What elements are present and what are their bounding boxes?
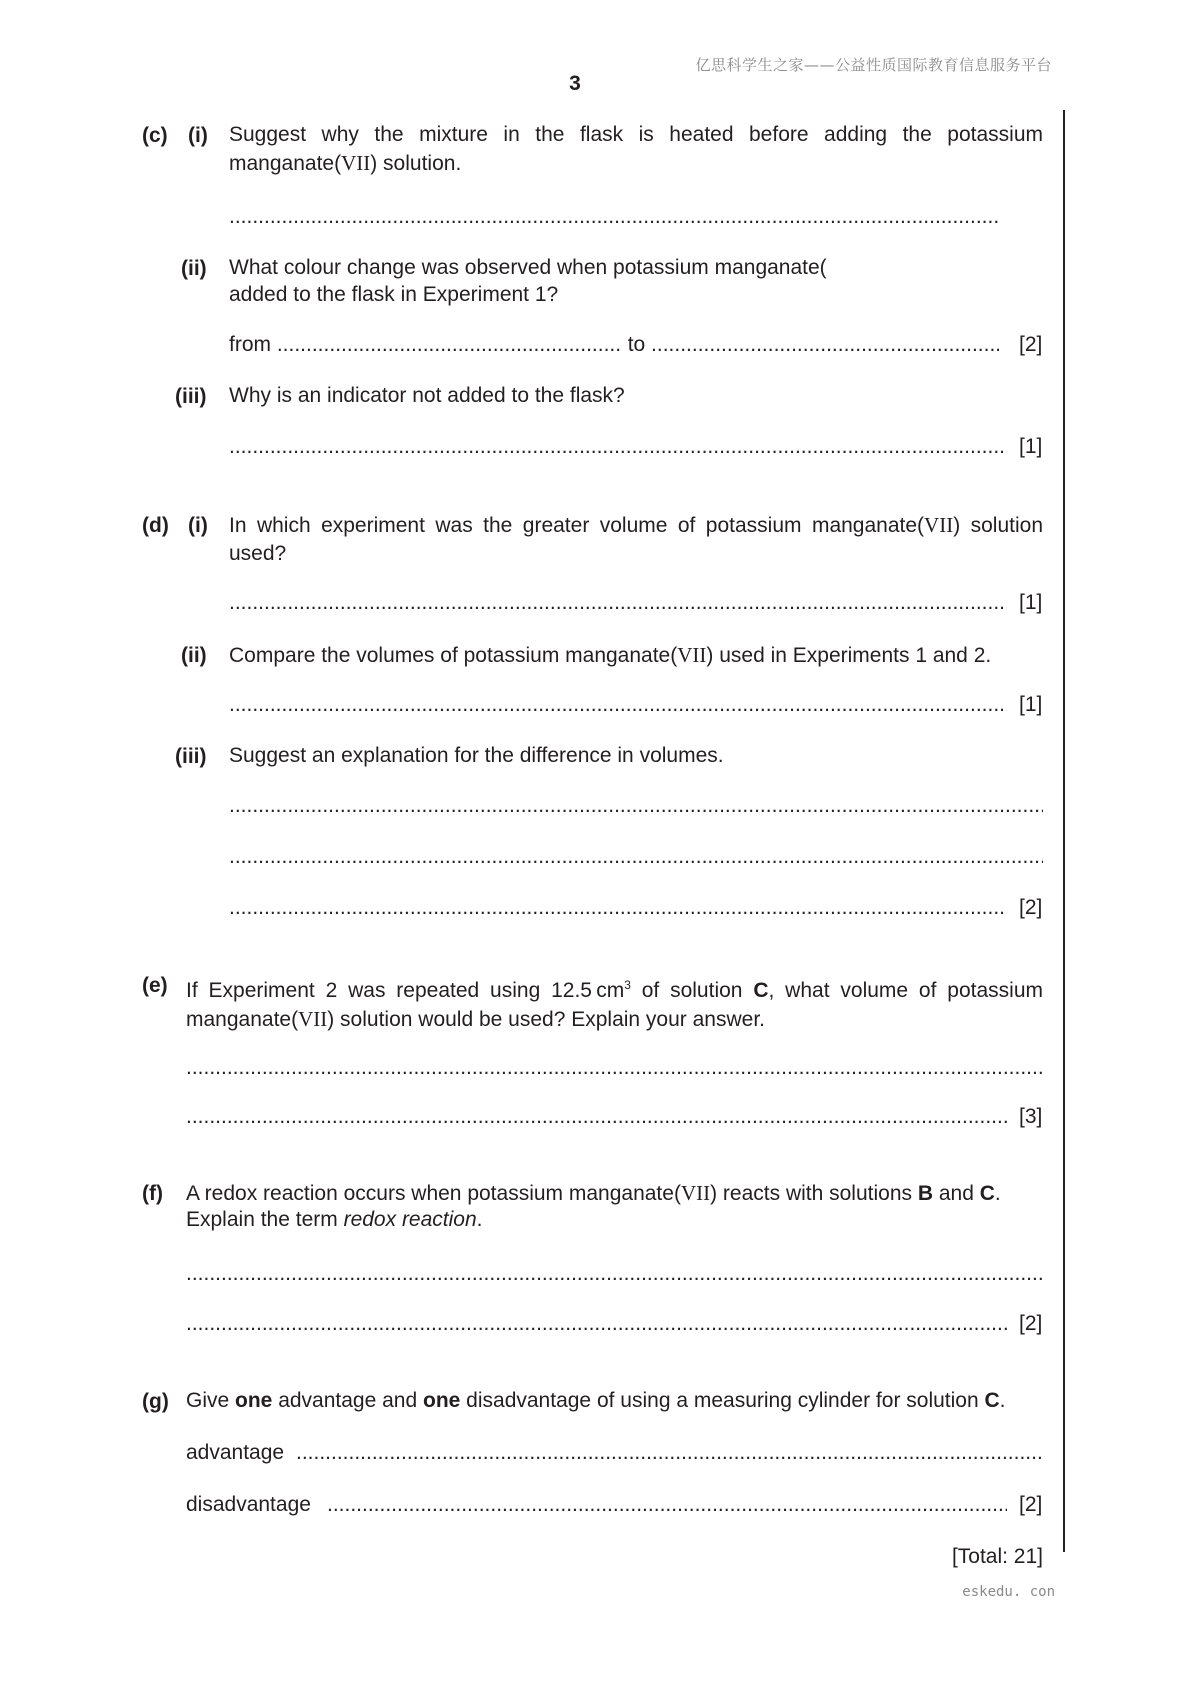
part-c-i-question: Suggest why the mixture in the flask is heated before adding the potassium manganate(VII) solution.	[229, 123, 1043, 175]
mark-c-iii: [1]	[1019, 435, 1043, 458]
answer-line-d-iii-1[interactable]	[229, 792, 1043, 820]
advantage-label: advantage	[186, 1441, 285, 1464]
mark-f: [2]	[1019, 1312, 1043, 1335]
margin-rule	[1063, 110, 1065, 1552]
part-g-question: Give one advantage and one disadvantage of using a measuring cylinder for solution C.	[186, 1389, 1006, 1412]
answer-line-c-ii-from[interactable]	[277, 331, 622, 359]
mark-d-i: [1]	[1019, 591, 1043, 614]
answer-line-e-2[interactable]	[186, 1103, 1007, 1131]
header-watermark: 亿思科学生之家——公益性质国际教育信息服务平台	[695, 56, 1052, 74]
answer-line-d-iii-3[interactable]	[229, 894, 1007, 922]
part-f-question-line2: Explain the term redox reaction.	[186, 1208, 483, 1231]
part-d-i-label: (i)	[188, 514, 208, 537]
answer-line-f-1[interactable]	[186, 1260, 1043, 1288]
part-e-label: (e)	[142, 974, 168, 997]
mark-d-ii: [1]	[1019, 693, 1043, 716]
footer-watermark: eskedu. con	[962, 1584, 1055, 1600]
part-d-i-question: In which experiment was the greater volume of potassium manganate(VII) solution used?	[229, 513, 1043, 565]
part-c-iii-question: Why is an indicator not added to the flask?	[229, 384, 625, 407]
answer-line-d-ii[interactable]	[229, 691, 1007, 719]
answer-line-c-iii[interactable]	[229, 433, 1007, 461]
mark-c-ii: [2]	[1019, 333, 1043, 356]
answer-line-f-2[interactable]	[186, 1310, 1007, 1338]
part-d-ii-label: (ii)	[181, 644, 207, 667]
disadvantage-label: disadvantage	[186, 1493, 311, 1516]
page-number: 3	[569, 72, 581, 95]
answer-line-g-advantage[interactable]	[296, 1439, 1043, 1467]
part-c-iii-label: (iii)	[175, 385, 207, 408]
mark-e: [3]	[1019, 1105, 1043, 1128]
answer-line-d-iii-2[interactable]	[229, 843, 1043, 871]
part-c-label: (c)	[142, 124, 168, 147]
part-c-i-label: (i)	[188, 124, 208, 147]
part-f-question-line1: A redox reaction occurs when potassium manganate(VII) reacts with solutions B and C.	[186, 1181, 1001, 1205]
part-d-label: (d)	[142, 514, 169, 537]
part-d-iii-label: (iii)	[175, 745, 207, 768]
part-e-question: If Experiment 2 was repeated using 12.5 $cm^3$ of solution C, what volume of potassium manganate(VII) solution would be used? Explain your answer.	[186, 978, 1044, 1031]
part-f-label: (f)	[142, 1182, 163, 1205]
total-marks: [Total: 21]	[951, 1545, 1043, 1568]
mark-d-iii: [2]	[1019, 896, 1043, 919]
part-g-label: (g)	[142, 1390, 169, 1413]
mark-g: [2]	[1019, 1493, 1043, 1516]
part-c-ii-answer-row: from ..... to .....	[229, 331, 1009, 359]
part-c-ii-label: (ii)	[181, 257, 207, 280]
answer-line-c-i[interactable]	[229, 203, 1001, 231]
part-c-ii-question-line1: What colour change was observed when potassium manganate(	[229, 256, 827, 279]
part-c-ii-question-line2: added to the flask in Experiment 1?	[229, 283, 559, 306]
part-d-ii-question: Compare the volumes of potassium manganate(VII) used in Experiments 1 and 2.	[229, 643, 992, 667]
answer-line-g-disadvantage[interactable]	[327, 1491, 1007, 1519]
answer-line-e-1[interactable]	[186, 1054, 1043, 1082]
answer-line-c-ii-to[interactable]	[651, 331, 999, 359]
answer-line-d-i[interactable]	[229, 589, 1007, 617]
part-d-iii-question: Suggest an explanation for the difference in volumes.	[229, 744, 724, 767]
